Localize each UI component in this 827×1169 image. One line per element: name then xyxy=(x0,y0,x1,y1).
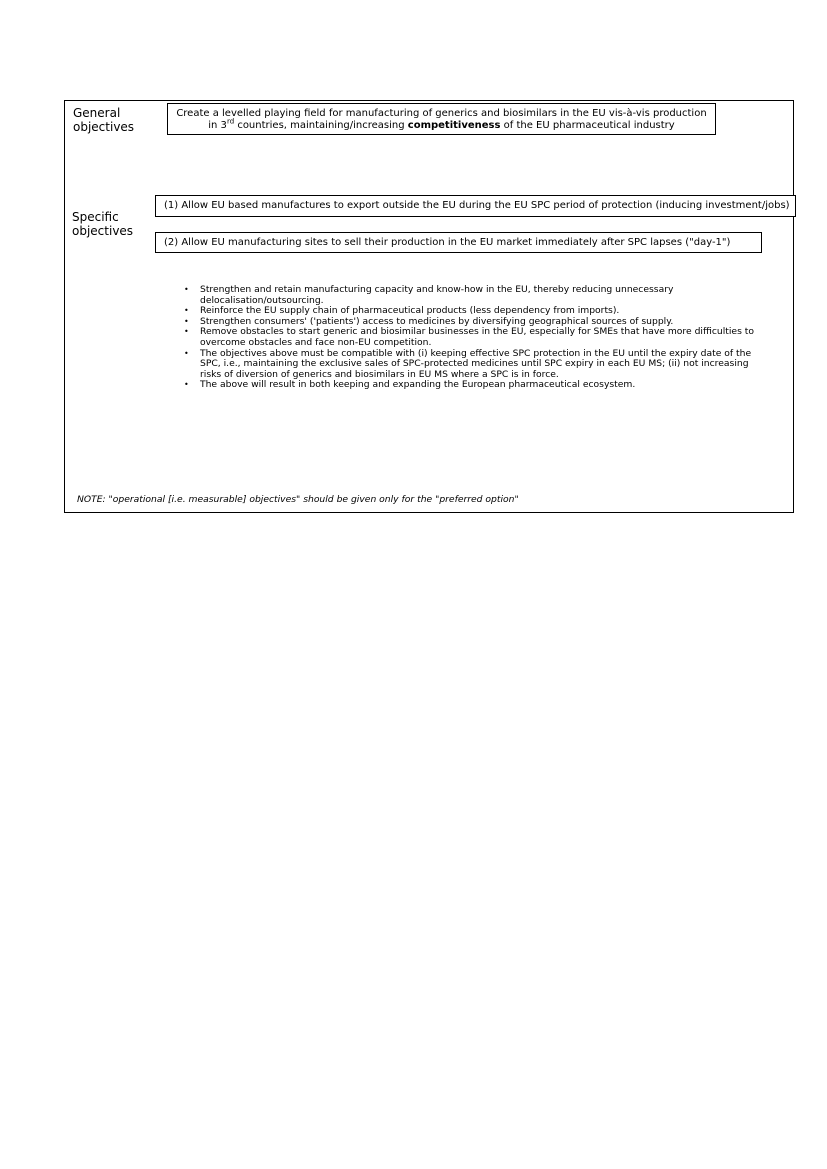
objective-bullet-list xyxy=(184,285,760,391)
general-objectives-label xyxy=(73,106,153,134)
general-objective-line2 xyxy=(168,117,715,132)
specific-objectives-label xyxy=(72,210,152,238)
bullet-item: • The objectives above must be compatible with (i) keeping effective SPC protection in the EU until the expiry date of the SPC, i.e., maintaining the exclusive sales of SPC-protected medicines until SPC expiry in each EU MS; (ii) not increasing risks of diversion of generics and biosimilars in EU MS where a SPC is in force. xyxy=(184,349,760,381)
general-objective-line2-post: of the EU pharmaceutical industry xyxy=(500,120,675,131)
specific-objective-1-box: (1) Allow EU based manufactures to export outside the EU during the EU SPC period of protection (inducing investment/jobs) xyxy=(155,195,796,217)
general-objective-line1: Create a levelled playing field for manufacturing of generics and biosimilars in the EU vis-à-vis production xyxy=(176,108,707,119)
competitiveness-keyword: competitiveness xyxy=(407,120,501,131)
bullet-item: • Reinforce the EU supply chain of pharmaceutical products (less dependency from imports). xyxy=(184,306,760,317)
specific-objective-2-box: (2) Allow EU manufacturing sites to sell their production in the EU market immediately after SPC lapses ("day-1") xyxy=(155,232,762,253)
bullet-item: • Strengthen consumers' ('patients') access to medicines by diversifying geographical sources of supply. xyxy=(184,317,760,328)
specific-label-line2: objectives xyxy=(72,224,134,238)
specific-label-line1: Specific xyxy=(72,210,119,224)
general-objective-box xyxy=(167,103,716,135)
bullet-item: • The above will result in both keeping and expanding the European pharmaceutical ecosystem. xyxy=(184,380,760,391)
bullet-item: • Remove obstacles to start generic and biosimilar businesses in the EU, especially for SMEs that have more difficulties to overcome obstacles and face non-EU competition. xyxy=(184,327,760,348)
general-label-line2: objectives xyxy=(73,120,135,134)
operational-objectives-note: NOTE: "operational [i.e. measurable] objectives" should be given only for the "preferred option" xyxy=(77,494,519,505)
bullet-item: • Strengthen and retain manufacturing capacity and know-how in the EU, thereby reducing unnecessary delocalisation/outsourcing. xyxy=(184,285,760,306)
general-objective-line2-pre: in 3 xyxy=(208,120,227,131)
general-label-line1: General xyxy=(73,106,121,120)
general-objective-line2-mid: countries, maintaining/increasing xyxy=(234,120,408,131)
ordinal-superscript: rd xyxy=(226,117,235,126)
